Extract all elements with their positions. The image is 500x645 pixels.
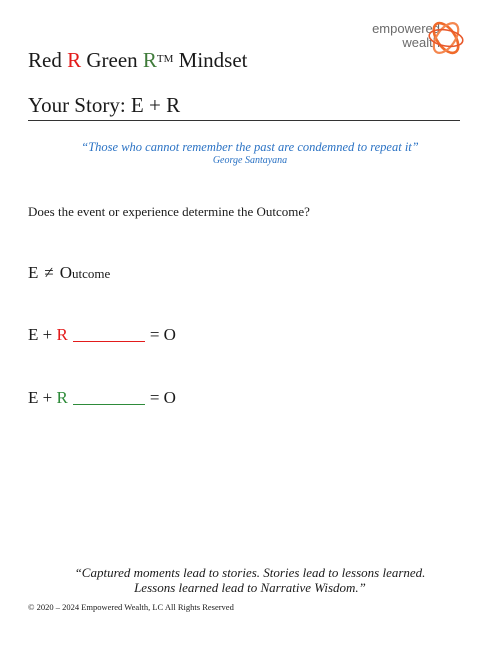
eq2-red-r: R xyxy=(56,325,68,344)
eq3-result: = O xyxy=(149,388,176,407)
equation-green-response xyxy=(28,388,176,408)
title-green-letter: R xyxy=(142,48,157,72)
eq2-e-plus: E + xyxy=(28,325,53,344)
eq1-e: E xyxy=(28,263,39,282)
title-rest: Mindset xyxy=(178,48,248,72)
footer-quote-line-1: “Captured moments lead to stories. Stories lead to lessons learned. xyxy=(74,565,426,580)
eq1-o: O xyxy=(59,263,73,282)
eq1-o-rest: utcome xyxy=(72,266,111,281)
page-subtitle: Your Story: E + R xyxy=(28,93,181,117)
footer-quote-line-2: Lessons learned lead to Narrative Wisdom.” xyxy=(134,580,366,595)
copyright-notice: © 2020 – 2024 Empowered Wealth, LC All Rights Reserved xyxy=(28,602,234,612)
title-green-word: Green xyxy=(86,48,138,72)
footer-quote xyxy=(0,565,500,595)
title-red-letter: R xyxy=(67,48,82,72)
eq3-green-r: R xyxy=(56,388,68,407)
company-logo xyxy=(356,18,466,62)
santayana-quote xyxy=(0,140,500,167)
quote-text: “Those who cannot remember the past are condemned to repeat it” xyxy=(81,140,419,154)
eq2-result: = O xyxy=(149,325,176,344)
logo-line-1: empowered xyxy=(372,21,440,36)
quote-author: George Santayana xyxy=(212,155,288,166)
equation-e-not-outcome xyxy=(28,263,110,283)
eq3-e-plus: E + xyxy=(28,388,53,407)
title-red-word: Red xyxy=(28,48,62,72)
orbit-rings-icon xyxy=(426,18,466,58)
page-title xyxy=(28,48,248,73)
green-r-blank-line xyxy=(73,403,145,405)
logo-line-2: wealth xyxy=(402,35,440,50)
equation-red-response xyxy=(28,325,176,345)
title-divider xyxy=(28,120,460,121)
outcome-question: Does the event or experience determine the Outcome? xyxy=(28,204,310,219)
red-r-blank-line xyxy=(73,340,145,342)
trademark-mark: TM xyxy=(156,53,174,65)
not-equal-sign: ≠ xyxy=(44,263,54,282)
